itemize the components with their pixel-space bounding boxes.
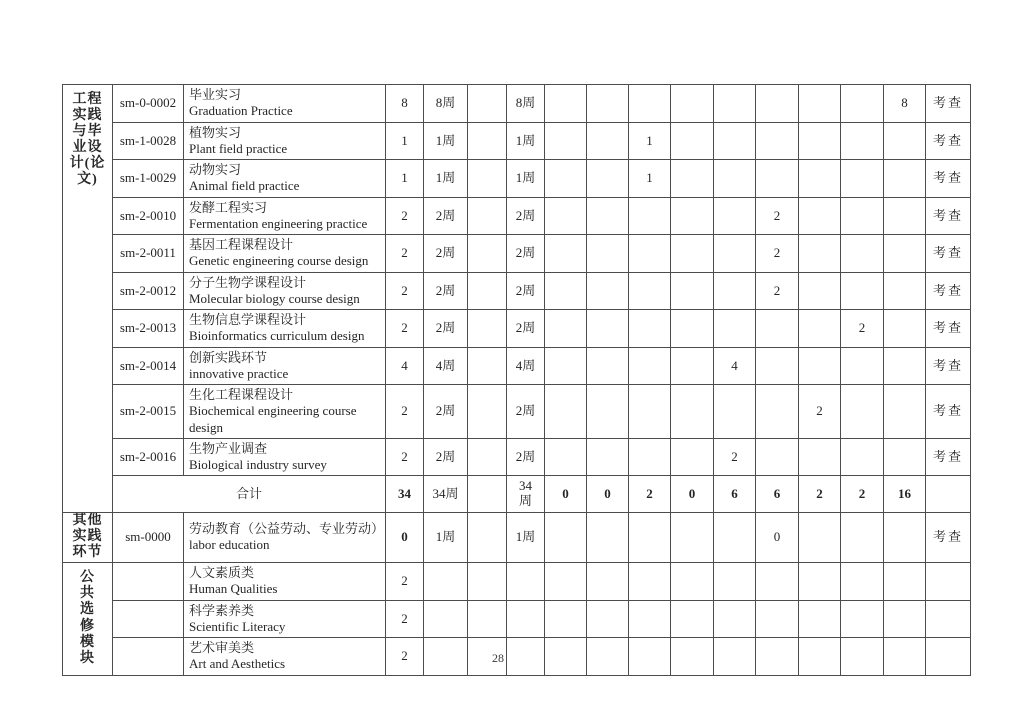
cell-sem-8 <box>841 513 884 562</box>
category-cell-other-practice <box>63 513 113 562</box>
cell-course-code <box>113 600 184 638</box>
cell-weeks: 2周 <box>424 197 468 235</box>
cell-hours <box>468 347 507 385</box>
cell-sem-9 <box>884 122 926 160</box>
cell-sem-1 <box>545 160 587 198</box>
course-name-en: innovative practice <box>189 365 289 381</box>
cell-sem-3 <box>629 347 671 385</box>
cell-total-sem-5: 6 <box>714 476 756 513</box>
cell-course-name <box>184 513 386 562</box>
cell-credits: 2 <box>386 600 424 638</box>
course-name-en: Art and Aesthetics <box>189 656 286 672</box>
course-name-en: Biochemical engineering course <box>189 403 357 419</box>
cell-weeks-2: 1周 <box>507 122 545 160</box>
cell-sem-1 <box>545 310 587 348</box>
category-line: 选 <box>80 602 95 618</box>
cell-assessment: 考查 <box>926 310 971 348</box>
cell-sem-6 <box>756 562 799 600</box>
cell-sem-5 <box>714 85 756 123</box>
cell-sem-7 <box>799 562 841 600</box>
cell-sem-9 <box>884 347 926 385</box>
cell-sem-8 <box>841 160 884 198</box>
cell-hours <box>468 562 507 600</box>
course-name-en: Fermentation engineering practice <box>189 215 368 231</box>
cell-hours <box>468 513 507 562</box>
cell-sem-8: 2 <box>841 310 884 348</box>
course-name-zh: 劳动教育（公益劳动、专业劳动） <box>189 521 385 537</box>
cell-weeks: 2周 <box>424 310 468 348</box>
cell-sem-2 <box>587 385 629 439</box>
cell-sem-3 <box>629 235 671 273</box>
cell-total-sem-3: 2 <box>629 476 671 513</box>
cell-course-name <box>184 385 386 439</box>
cell-sem-8 <box>841 347 884 385</box>
cell-weeks: 2周 <box>424 272 468 310</box>
course-name-zh: 基因工程课程设计 <box>189 237 294 252</box>
category-label <box>63 513 112 561</box>
course-row <box>63 600 971 638</box>
cell-sem-8 <box>841 562 884 600</box>
cell-weeks: 1周 <box>424 122 468 160</box>
cell-hours <box>468 385 507 439</box>
cell-sem-9 <box>884 513 926 562</box>
cell-course-code: sm-2-0010 <box>113 197 184 235</box>
cell-sem-1 <box>545 197 587 235</box>
cell-course-code: sm-2-0014 <box>113 347 184 385</box>
cell-weeks-2: 2周 <box>507 272 545 310</box>
cell-assessment: 考查 <box>926 347 971 385</box>
course-row <box>63 438 971 476</box>
course-name-zh: 创新实践环节 <box>189 349 268 365</box>
total-row <box>63 476 971 513</box>
category-line: 工程 <box>72 92 103 107</box>
course-row <box>63 122 971 160</box>
cell-sem-5: 4 <box>714 347 756 385</box>
cell-sem-6 <box>756 122 799 160</box>
category-line: 其他 <box>72 513 103 529</box>
cell-sem-5 <box>714 600 756 638</box>
cell-sem-5 <box>714 385 756 439</box>
course-name-zh: 科学素养类 <box>189 602 255 618</box>
category-line: 修 <box>80 618 95 634</box>
cell-sem-3 <box>629 272 671 310</box>
course-name-en: Genetic engineering course design <box>189 253 369 269</box>
cell-credits: 2 <box>386 310 424 348</box>
cell-sem-3 <box>629 385 671 439</box>
cell-weeks-2: 1周 <box>507 160 545 198</box>
cell-weeks-2: 2周 <box>507 197 545 235</box>
cell-course-name <box>184 272 386 310</box>
cell-sem-1 <box>545 235 587 273</box>
cell-total-sem-8: 2 <box>841 476 884 513</box>
cell-sem-7 <box>799 272 841 310</box>
cell-course-name <box>184 122 386 160</box>
course-name-en: design <box>189 419 223 435</box>
cell-sem-5 <box>714 160 756 198</box>
cell-assessment: 考查 <box>926 85 971 123</box>
cell-sem-1 <box>545 122 587 160</box>
cell-sem-4 <box>671 513 714 562</box>
course-name-zh: 发酵工程实习 <box>189 199 268 215</box>
course-name-en: labor education <box>189 537 270 553</box>
cell-sem-6 <box>756 600 799 638</box>
cell-sem-8 <box>841 85 884 123</box>
cell-sem-5 <box>714 562 756 600</box>
cell-sem-8 <box>841 197 884 235</box>
course-name-en: Scientific Literacy <box>189 618 286 634</box>
cell-sem-7: 2 <box>799 385 841 439</box>
course-row <box>63 235 971 273</box>
cell-weeks: 1周 <box>424 513 468 562</box>
cell-sem-6: 2 <box>756 235 799 273</box>
cell-sem-3 <box>629 438 671 476</box>
cell-sem-9 <box>884 310 926 348</box>
cell-sem-9 <box>884 235 926 273</box>
cell-sem-7 <box>799 235 841 273</box>
cell-sem-8 <box>841 122 884 160</box>
cell-sem-5 <box>714 197 756 235</box>
cell-sem-7 <box>799 513 841 562</box>
course-name-zh: 动物实习 <box>189 162 242 177</box>
course-row <box>63 513 971 562</box>
cell-sem-1 <box>545 347 587 385</box>
cell-assessment: 考查 <box>926 235 971 273</box>
cell-credits: 8 <box>386 85 424 123</box>
cell-credits: 0 <box>386 513 424 562</box>
course-name-en: Graduation Practice <box>189 103 293 119</box>
cell-sem-7 <box>799 122 841 160</box>
category-line: 环节 <box>72 545 103 561</box>
cell-sem-7 <box>799 310 841 348</box>
cell-credits: 1 <box>386 122 424 160</box>
cell-sem-6: 2 <box>756 272 799 310</box>
category-line: 实践 <box>72 529 103 545</box>
category-line: 块 <box>80 650 95 666</box>
course-name-en: Molecular biology course design <box>189 290 360 306</box>
cell-sem-4 <box>671 347 714 385</box>
cell-sem-3 <box>629 310 671 348</box>
curriculum-table-page <box>62 84 971 676</box>
cell-total-sem-9: 16 <box>884 476 926 513</box>
category-line: 实践 <box>72 108 103 124</box>
cell-sem-5 <box>714 122 756 160</box>
cell-course-code: sm-0-0002 <box>113 85 184 123</box>
category-cell-practice-design <box>63 85 113 513</box>
cell-course-code: sm-2-0013 <box>113 310 184 348</box>
cell-sem-3 <box>629 85 671 123</box>
cell-sem-1 <box>545 385 587 439</box>
cell-sem-1 <box>545 562 587 600</box>
course-name-zh: 生化工程课程设计 <box>189 387 294 402</box>
cell-assessment: 考查 <box>926 122 971 160</box>
cell-sem-6 <box>756 160 799 198</box>
cell-course-code: sm-2-0015 <box>113 385 184 439</box>
cell-credits: 2 <box>386 638 424 676</box>
cell-sem-2 <box>587 347 629 385</box>
cell-sem-3: 1 <box>629 160 671 198</box>
total-weeks-line: 34 <box>519 478 532 494</box>
cell-sem-4 <box>671 438 714 476</box>
cell-sem-7 <box>799 438 841 476</box>
course-name-zh: 毕业实习 <box>189 87 242 102</box>
cell-credits: 2 <box>386 272 424 310</box>
cell-sem-4 <box>671 85 714 123</box>
cell-assessment <box>926 476 971 513</box>
cell-hours <box>468 438 507 476</box>
cell-course-name <box>184 347 386 385</box>
cell-sem-4 <box>671 310 714 348</box>
cell-assessment <box>926 600 971 638</box>
cell-sem-5 <box>714 272 756 310</box>
cell-sem-1 <box>545 272 587 310</box>
cell-sem-1 <box>545 85 587 123</box>
cell-credits: 2 <box>386 197 424 235</box>
cell-course-code: sm-2-0016 <box>113 438 184 476</box>
course-name-zh: 分子生物学课程设计 <box>189 274 307 290</box>
cell-sem-8 <box>841 235 884 273</box>
cell-sem-2 <box>587 160 629 198</box>
cell-total-label: 合计 <box>113 476 386 513</box>
cell-weeks-2: 2周 <box>507 235 545 273</box>
cell-sem-4 <box>671 122 714 160</box>
category-line: 与毕 <box>72 124 103 140</box>
cell-hours <box>468 85 507 123</box>
cell-sem-3 <box>629 197 671 235</box>
cell-sem-7 <box>799 600 841 638</box>
cell-course-name <box>184 235 386 273</box>
cell-course-name <box>184 160 386 198</box>
cell-weeks: 2周 <box>424 438 468 476</box>
cell-weeks-2: 1周 <box>507 513 545 562</box>
cell-sem-1 <box>545 438 587 476</box>
category-line: 模 <box>80 634 95 650</box>
course-name-zh: 植物实习 <box>189 124 242 140</box>
cell-sem-4 <box>671 562 714 600</box>
cell-weeks: 2周 <box>424 385 468 439</box>
cell-sem-2 <box>587 438 629 476</box>
cell-total-sem-6: 6 <box>756 476 799 513</box>
cell-sem-6 <box>756 438 799 476</box>
cell-hours <box>468 122 507 160</box>
cell-sem-9 <box>884 600 926 638</box>
course-name-zh: 人文素质类 <box>189 564 255 580</box>
cell-total-sem-7: 2 <box>799 476 841 513</box>
cell-sem-9 <box>884 438 926 476</box>
cell-sem-2 <box>587 310 629 348</box>
cell-sem-9: 8 <box>884 85 926 123</box>
cell-hours <box>468 310 507 348</box>
total-weeks-line: 周 <box>518 493 532 509</box>
cell-sem-9 <box>884 272 926 310</box>
cell-sem-2 <box>587 85 629 123</box>
cell-hours <box>468 160 507 198</box>
course-name-en: Plant field practice <box>189 140 288 156</box>
cell-hours <box>468 600 507 638</box>
cell-sem-7 <box>799 197 841 235</box>
cell-sem-6: 0 <box>756 513 799 562</box>
cell-sem-6 <box>756 347 799 385</box>
course-name-en: Bioinformatics curriculum design <box>189 328 365 344</box>
cell-total-weeks: 34周 <box>424 476 468 513</box>
cell-sem-4 <box>671 272 714 310</box>
course-name-en: Biological industry survey <box>189 457 327 472</box>
course-row <box>63 197 971 235</box>
cell-weeks: 8周 <box>424 85 468 123</box>
cell-sem-3 <box>629 600 671 638</box>
cell-credits: 2 <box>386 235 424 273</box>
cell-total-weeks-2 <box>507 476 545 513</box>
cell-course-name <box>184 562 386 600</box>
cell-sem-1 <box>545 513 587 562</box>
cell-sem-3 <box>629 562 671 600</box>
course-row <box>63 272 971 310</box>
cell-sem-2 <box>587 197 629 235</box>
course-name-zh: 艺术审美类 <box>189 640 255 656</box>
cell-sem-7 <box>799 347 841 385</box>
cell-assessment: 考查 <box>926 385 971 439</box>
cell-weeks: 1周 <box>424 160 468 198</box>
cell-sem-2 <box>587 562 629 600</box>
cell-sem-9 <box>884 562 926 600</box>
cell-weeks: 2周 <box>424 235 468 273</box>
cell-assessment <box>926 562 971 600</box>
cell-total-sem-2: 0 <box>587 476 629 513</box>
cell-hours <box>468 476 507 513</box>
cell-sem-4 <box>671 160 714 198</box>
cell-sem-9 <box>884 197 926 235</box>
cell-course-code: sm-0000 <box>113 513 184 562</box>
cell-sem-2 <box>587 272 629 310</box>
cell-sem-3: 1 <box>629 122 671 160</box>
cell-course-code: sm-1-0029 <box>113 160 184 198</box>
cell-course-code <box>113 562 184 600</box>
cell-sem-7 <box>799 160 841 198</box>
cell-sem-6: 2 <box>756 197 799 235</box>
cell-weeks-2: 8周 <box>507 85 545 123</box>
cell-credits: 2 <box>386 438 424 476</box>
cell-sem-6 <box>756 310 799 348</box>
course-row <box>63 85 971 123</box>
cell-course-code: sm-2-0012 <box>113 272 184 310</box>
course-row <box>63 385 971 439</box>
cell-sem-4 <box>671 385 714 439</box>
course-name-en: Animal field practice <box>189 178 300 194</box>
cell-sem-4 <box>671 197 714 235</box>
cell-sem-7 <box>799 85 841 123</box>
course-name-zh: 生物信息学课程设计 <box>189 312 307 327</box>
cell-total-sem-1: 0 <box>545 476 587 513</box>
cell-weeks-2: 2周 <box>507 310 545 348</box>
cell-sem-5 <box>714 513 756 562</box>
cell-sem-8 <box>841 438 884 476</box>
cell-sem-6 <box>756 385 799 439</box>
cell-weeks-2: 4周 <box>507 347 545 385</box>
course-row <box>63 562 971 600</box>
course-name-zh: 生物产业调查 <box>189 440 268 456</box>
cell-hours <box>468 197 507 235</box>
cell-sem-3 <box>629 513 671 562</box>
curriculum-table <box>62 84 971 676</box>
cell-course-name <box>184 85 386 123</box>
cell-credits: 2 <box>386 385 424 439</box>
cell-sem-4 <box>671 600 714 638</box>
cell-sem-8 <box>841 272 884 310</box>
cell-sem-2 <box>587 235 629 273</box>
category-line: 共 <box>80 586 95 602</box>
cell-sem-5 <box>714 235 756 273</box>
category-line: 文) <box>77 172 98 188</box>
cell-sem-5 <box>714 310 756 348</box>
cell-sem-5: 2 <box>714 438 756 476</box>
cell-weeks: 4周 <box>424 347 468 385</box>
cell-course-name <box>184 600 386 638</box>
cell-sem-2 <box>587 122 629 160</box>
cell-sem-2 <box>587 600 629 638</box>
course-row <box>63 310 971 348</box>
cell-hours <box>468 235 507 273</box>
category-line: 公 <box>80 570 95 586</box>
course-row <box>63 160 971 198</box>
cell-assessment: 考查 <box>926 513 971 562</box>
cell-sem-6 <box>756 85 799 123</box>
category-line: 计(论 <box>69 156 106 172</box>
cell-sem-2 <box>587 513 629 562</box>
cell-assessment: 考查 <box>926 272 971 310</box>
page-number: 28 <box>492 651 504 665</box>
cell-total-credits: 34 <box>386 476 424 513</box>
cell-weeks-2 <box>507 600 545 638</box>
category-line: 业设 <box>72 140 103 156</box>
cell-weeks <box>424 562 468 600</box>
cell-sem-9 <box>884 160 926 198</box>
cell-credits: 1 <box>386 160 424 198</box>
cell-course-name <box>184 310 386 348</box>
cell-total-sem-4: 0 <box>671 476 714 513</box>
cell-course-name <box>184 438 386 476</box>
cell-sem-9 <box>884 385 926 439</box>
cell-course-code: sm-2-0011 <box>113 235 184 273</box>
cell-course-name <box>184 197 386 235</box>
cell-sem-4 <box>671 235 714 273</box>
course-row <box>63 347 971 385</box>
cell-credits: 4 <box>386 347 424 385</box>
cell-credits: 2 <box>386 562 424 600</box>
cell-sem-8 <box>841 385 884 439</box>
cell-sem-8 <box>841 600 884 638</box>
cell-weeks-2: 2周 <box>507 385 545 439</box>
cell-assessment: 考查 <box>926 438 971 476</box>
cell-hours <box>468 272 507 310</box>
cell-sem-1 <box>545 600 587 638</box>
cell-course-code: sm-1-0028 <box>113 122 184 160</box>
cell-assessment: 考查 <box>926 197 971 235</box>
cell-weeks-2 <box>507 562 545 600</box>
cell-weeks <box>424 600 468 638</box>
cell-assessment: 考查 <box>926 160 971 198</box>
cell-weeks-2: 2周 <box>507 438 545 476</box>
category-label <box>63 92 112 189</box>
course-name-en: Human Qualities <box>189 581 278 597</box>
